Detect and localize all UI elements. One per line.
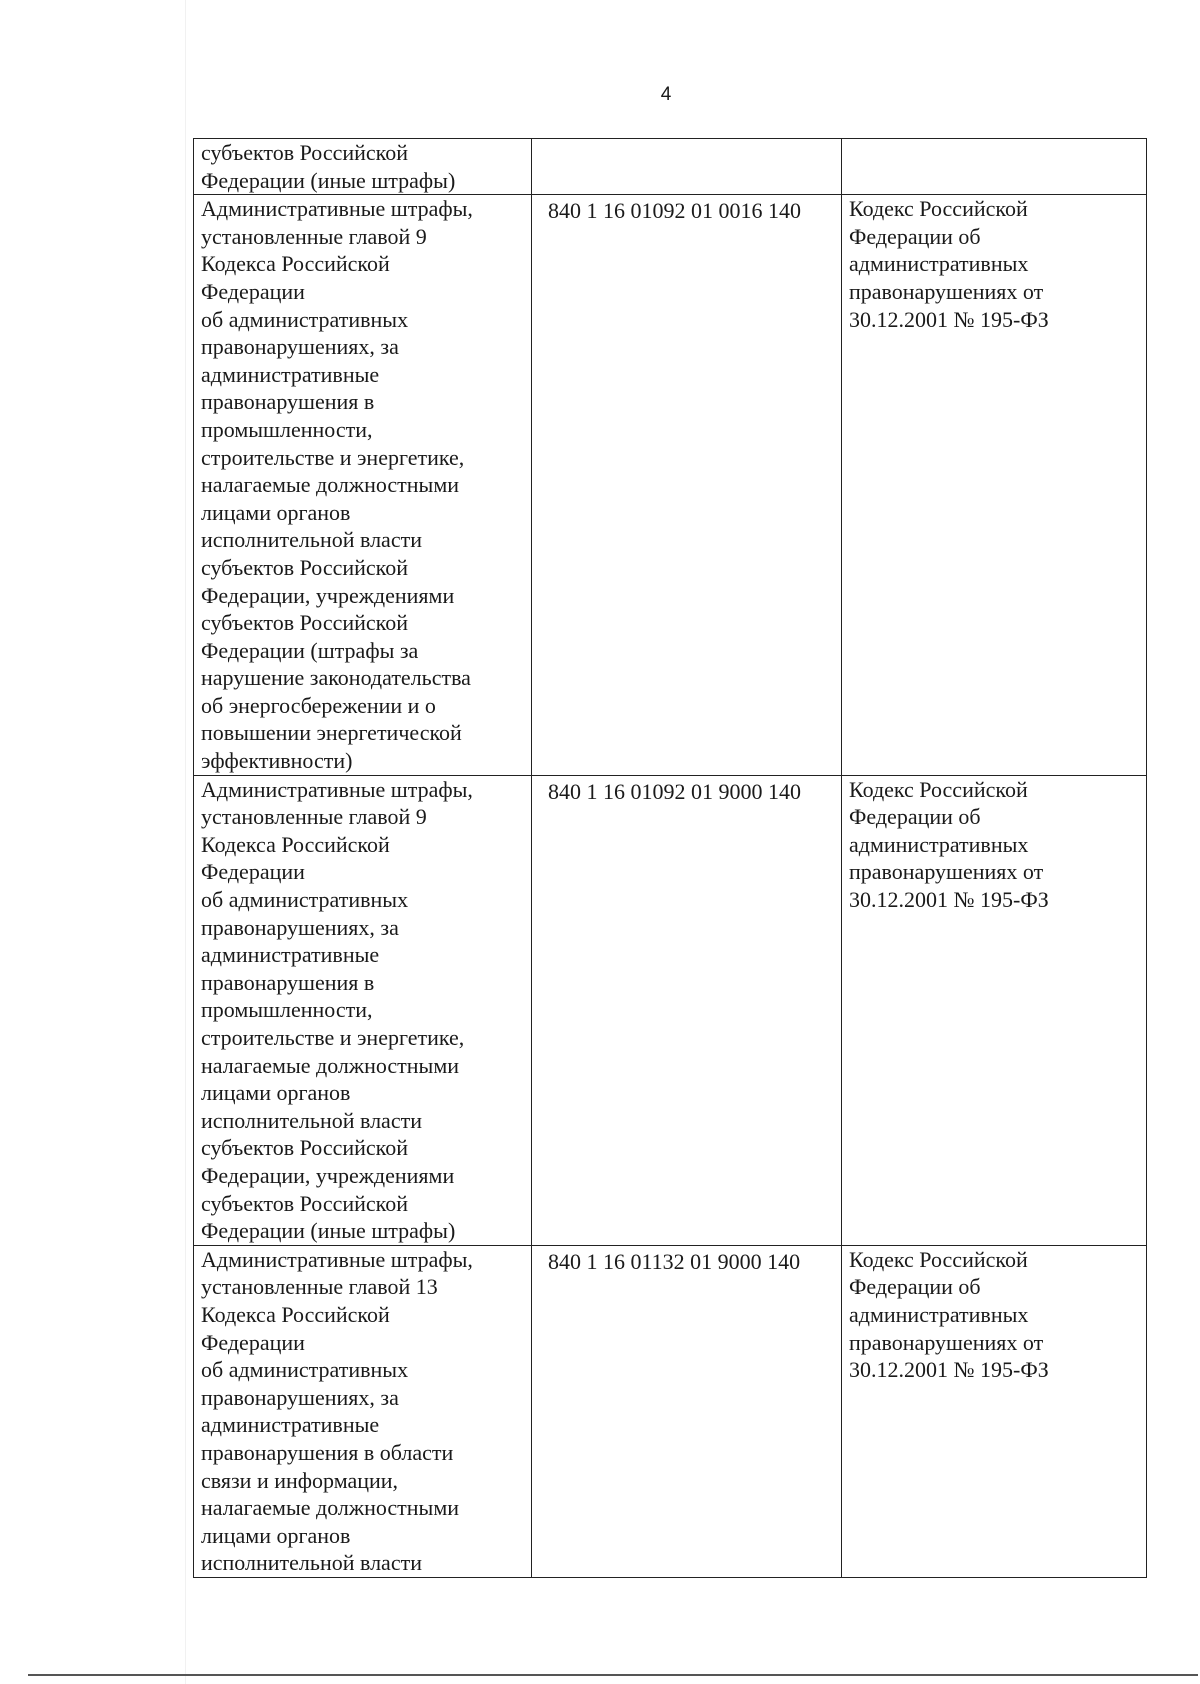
description-line: Федерации bbox=[201, 278, 305, 304]
law-line: Кодекс Российской bbox=[849, 1246, 1028, 1272]
description-line: правонарушениях, за bbox=[201, 914, 399, 940]
description-cell bbox=[194, 195, 532, 775]
budget-code bbox=[539, 139, 841, 141]
code-cell bbox=[532, 195, 842, 775]
law-line: 30.12.2001 № 195-ФЗ bbox=[849, 1357, 1049, 1383]
description-line: об энергосбережении и о bbox=[201, 692, 436, 718]
description-line: Кодекса Российской bbox=[201, 831, 390, 857]
law-line: правонарушениях от bbox=[849, 278, 1044, 304]
law-cell bbox=[842, 1245, 1147, 1577]
description-line: субъектов Российской bbox=[201, 1190, 409, 1216]
budget-code: 840 1 16 01092 01 0016 140 bbox=[548, 198, 801, 224]
description-line: Федерации, учреждениями bbox=[201, 582, 455, 608]
description-line: субъектов Российской bbox=[201, 140, 409, 165]
budget-code: 840 1 16 01092 01 9000 140 bbox=[548, 778, 801, 804]
description-line: об административных bbox=[201, 1357, 409, 1383]
table-row bbox=[194, 1245, 1147, 1577]
description-line: лицами органов bbox=[201, 499, 351, 525]
description-line: Кодекса Российской bbox=[201, 1301, 390, 1327]
description-line: установленные главой 13 bbox=[201, 1274, 438, 1300]
law-line: Кодекс Российской bbox=[849, 196, 1028, 222]
description-line: административные bbox=[201, 361, 380, 387]
description-line: строительстве и энергетике, bbox=[201, 444, 465, 470]
description-line: субъектов Российской bbox=[201, 554, 409, 580]
description-line: промышленности, bbox=[201, 997, 373, 1023]
description-line: правонарушения в bbox=[201, 969, 375, 995]
table-row bbox=[194, 775, 1147, 1245]
table-row bbox=[194, 195, 1147, 775]
description-line: установленные главой 9 bbox=[201, 804, 427, 830]
description-line: административные bbox=[201, 1412, 380, 1438]
code-cell bbox=[532, 139, 842, 195]
description-line: Федерации bbox=[201, 859, 305, 885]
description-line: исполнительной власти bbox=[201, 1550, 422, 1576]
description-line: исполнительной власти bbox=[201, 527, 422, 553]
description-line: субъектов Российской bbox=[201, 1135, 409, 1161]
description-line: Административные штрафы, bbox=[201, 196, 473, 222]
description-line: об административных bbox=[201, 887, 409, 913]
description-line: Федерации (иные штрафы) bbox=[201, 1218, 456, 1244]
description-line: налагаемые должностными bbox=[201, 1495, 460, 1521]
description-line: лицами органов bbox=[201, 1080, 351, 1106]
description-line: эффективности) bbox=[201, 748, 353, 774]
description-line: административные bbox=[201, 942, 380, 968]
law-line: Федерации об bbox=[849, 223, 981, 249]
budget-code: 840 1 16 01132 01 9000 140 bbox=[548, 1248, 801, 1274]
law-line: правонарушениях от bbox=[849, 859, 1044, 885]
law-line: правонарушениях от bbox=[849, 1329, 1044, 1355]
law-line: Федерации об bbox=[849, 804, 981, 830]
description-line: правонарушения в bbox=[201, 389, 375, 415]
description-line: связи и информации, bbox=[201, 1467, 399, 1493]
description-line: Административные штрафы, bbox=[201, 776, 473, 802]
law-cell bbox=[842, 139, 1147, 195]
description-line: Федерации (иные штрафы) bbox=[201, 167, 456, 193]
law-line: Федерации об bbox=[849, 1274, 981, 1300]
description-line: правонарушения в области bbox=[201, 1439, 454, 1465]
law-cell bbox=[842, 775, 1147, 1245]
law-line: 30.12.2001 № 195-ФЗ bbox=[849, 887, 1049, 913]
description-line: промышленности, bbox=[201, 416, 373, 442]
description-cell bbox=[194, 1245, 532, 1577]
description-line: установленные главой 9 bbox=[201, 223, 427, 249]
law-line: 30.12.2001 № 195-ФЗ bbox=[849, 306, 1049, 332]
description-line: Федерации bbox=[201, 1329, 305, 1355]
description-line: налагаемые должностными bbox=[201, 472, 460, 498]
description-line: повышении энергетической bbox=[201, 720, 462, 746]
code-cell bbox=[532, 775, 842, 1245]
law-line: административных bbox=[849, 1301, 1029, 1327]
description-cell bbox=[194, 775, 532, 1245]
page-number: 4 bbox=[660, 84, 672, 105]
law-line: административных bbox=[849, 831, 1029, 857]
description-line: правонарушениях, за bbox=[201, 334, 399, 360]
description-line: субъектов Российской bbox=[201, 610, 409, 636]
description-cell bbox=[194, 139, 532, 195]
fines-table bbox=[193, 138, 1147, 1578]
description-line: Административные штрафы, bbox=[201, 1246, 473, 1272]
law-line: Кодекс Российской bbox=[849, 776, 1028, 802]
law-line: административных bbox=[849, 251, 1029, 277]
scan-edge-artifact bbox=[185, 0, 186, 1684]
bottom-rule bbox=[28, 1674, 1198, 1676]
description-line: Федерации (штрафы за bbox=[201, 637, 419, 663]
description-line: об административных bbox=[201, 306, 409, 332]
description-line: исполнительной власти bbox=[201, 1107, 422, 1133]
description-line: Федерации, учреждениями bbox=[201, 1162, 455, 1188]
description-line: налагаемые должностными bbox=[201, 1052, 460, 1078]
code-cell bbox=[532, 1245, 842, 1577]
description-line: нарушение законодательства bbox=[201, 665, 471, 691]
table-row bbox=[194, 139, 1147, 195]
fines-table-body bbox=[194, 139, 1147, 1578]
law-cell bbox=[842, 195, 1147, 775]
description-line: Кодекса Российской bbox=[201, 251, 390, 277]
description-line: строительстве и энергетике, bbox=[201, 1025, 465, 1050]
description-line: правонарушениях, за bbox=[201, 1384, 399, 1410]
description-line: лицами органов bbox=[201, 1522, 351, 1548]
